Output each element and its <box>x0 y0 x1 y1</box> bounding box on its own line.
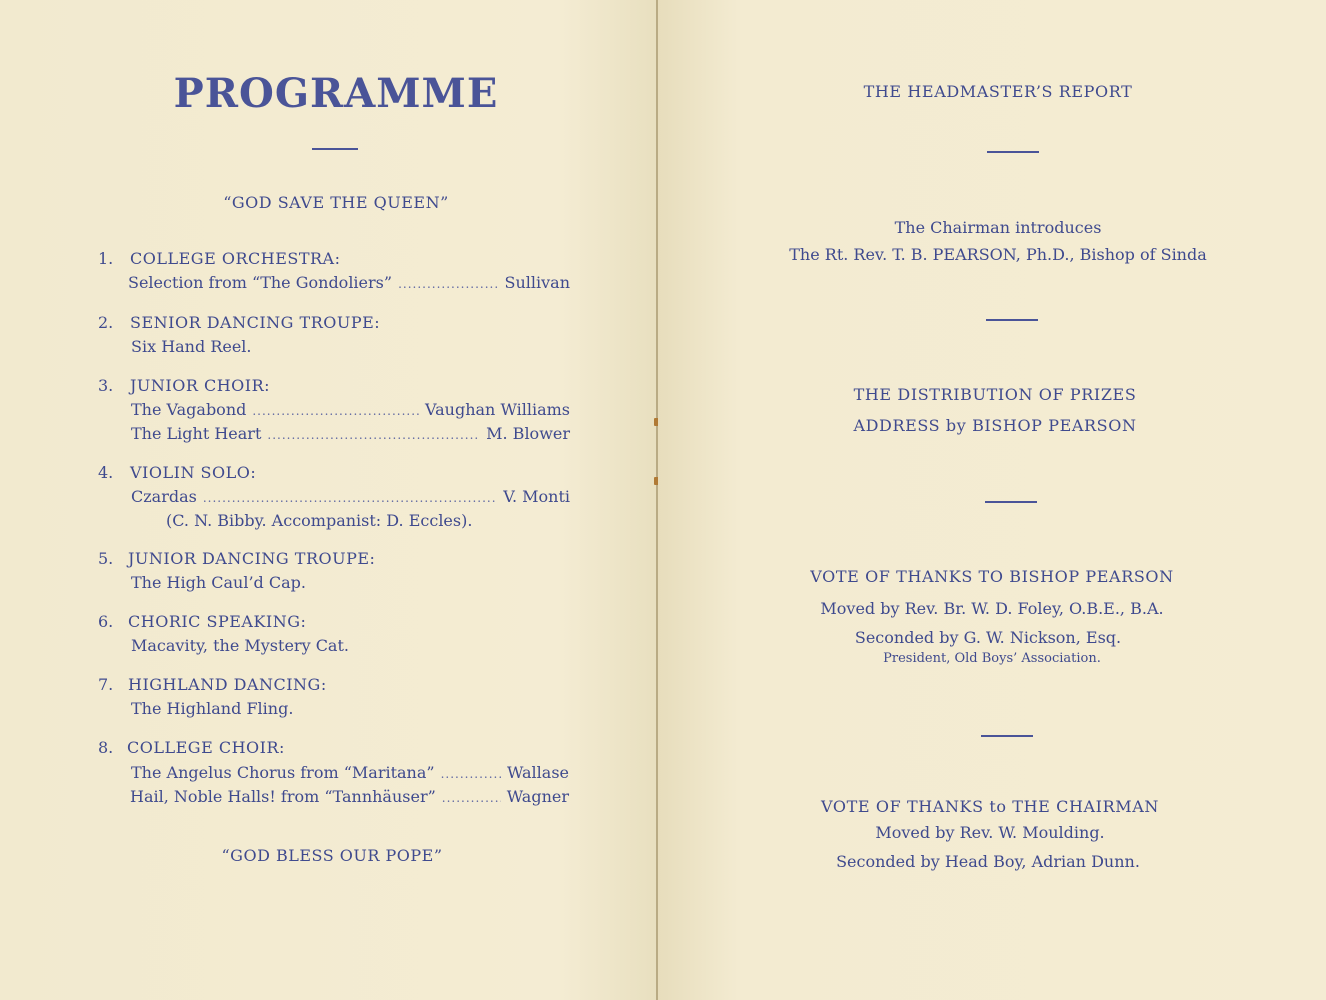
vote-of-thanks-bishop: VOTE OF THANKS TO BISHOP PEARSON <box>810 567 1174 586</box>
item-number: 7. <box>98 675 114 694</box>
composer: Sullivan <box>504 273 570 292</box>
opening-anthem: “GOD SAVE THE QUEEN” <box>223 193 449 212</box>
piece-title: The Vagabond <box>131 400 247 419</box>
composer: V. Monti <box>503 487 570 506</box>
item-heading: JUNIOR CHOIR: <box>130 376 271 395</box>
distribution-of-prizes: THE DISTRIBUTION OF PRIZES <box>853 385 1137 404</box>
composer: Wagner <box>506 787 569 806</box>
leader-dots <box>203 491 497 505</box>
vote2-moved: Moved by Rev. W. Moulding. <box>875 823 1105 842</box>
item-heading: COLLEGE ORCHESTRA: <box>130 249 341 268</box>
piece-title: Selection from “The Gondoliers” <box>128 273 393 292</box>
item-entry <box>128 273 570 292</box>
item-detail: Six Hand Reel. <box>131 337 252 356</box>
vote1-seconded: Seconded by G. W. Nickson, Esq. <box>854 628 1122 647</box>
left-page <box>0 0 658 1000</box>
programme-title: PROGRAMME <box>173 70 499 117</box>
item-number: 2. <box>98 313 114 332</box>
divider <box>312 148 358 150</box>
leader-dots <box>267 428 480 442</box>
item-entry <box>130 787 569 806</box>
item-detail: Macavity, the Mystery Cat. <box>131 636 349 655</box>
composer: Wallase <box>506 763 569 782</box>
vote1-president: President, Old Boys’ Association. <box>883 651 1101 666</box>
right-page <box>658 0 1326 1000</box>
leader-dots <box>398 277 498 291</box>
item-heading: COLLEGE CHOIR: <box>127 738 285 757</box>
item-heading: CHORIC SPEAKING: <box>128 612 307 631</box>
vote1-moved: Moved by Rev. Br. W. D. Foley, O.B.E., B.A. <box>820 599 1164 618</box>
item-number: 8. <box>98 738 114 757</box>
piece-title: Hail, Noble Halls! from “Tannhäuser” <box>130 787 436 806</box>
item-number: 3. <box>98 376 114 395</box>
performer-note: (C. N. Bibby. Accompanist: D. Eccles). <box>166 511 473 530</box>
closing-anthem: “GOD BLESS OUR POPE” <box>221 846 443 865</box>
item-heading: VIOLIN SOLO: <box>130 463 257 482</box>
chairman-introduces: The Chairman introduces <box>894 218 1102 237</box>
composer: Vaughan Williams <box>425 400 570 419</box>
item-heading: SENIOR DANCING TROUPE: <box>130 313 381 332</box>
divider <box>987 151 1039 153</box>
item-heading: JUNIOR DANCING TROUPE: <box>128 549 376 568</box>
item-detail: The High Caul’d Cap. <box>131 573 306 592</box>
item-entry <box>131 487 570 506</box>
item-entry <box>131 763 569 782</box>
item-number: 4. <box>98 463 114 482</box>
composer: M. Blower <box>486 424 570 443</box>
item-number: 5. <box>98 549 114 568</box>
leader-dots <box>252 404 419 418</box>
divider <box>985 501 1037 503</box>
piece-title: The Angelus Chorus from “Maritana” <box>131 763 435 782</box>
item-entry <box>131 400 570 419</box>
divider <box>981 735 1033 737</box>
item-number: 6. <box>98 612 114 631</box>
item-number: 1. <box>98 249 114 268</box>
address-bishop: ADDRESS by BISHOP PEARSON <box>853 416 1137 435</box>
piece-title: Czardas <box>131 487 197 506</box>
vote-of-thanks-chairman: VOTE OF THANKS to THE CHAIRMAN <box>821 797 1159 816</box>
leader-dots <box>441 767 501 781</box>
item-entry <box>131 424 570 443</box>
vote2-seconded: Seconded by Head Boy, Adrian Dunn. <box>836 852 1140 871</box>
divider <box>986 319 1038 321</box>
leader-dots <box>442 791 501 805</box>
item-heading: HIGHLAND DANCING: <box>128 675 327 694</box>
bishop-name: The Rt. Rev. T. B. PEARSON, Ph.D., Bishop of Sinda <box>789 245 1207 264</box>
item-detail: The Highland Fling. <box>131 699 294 718</box>
headmasters-report: THE HEADMASTER’S REPORT <box>863 82 1133 101</box>
piece-title: The Light Heart <box>131 424 262 443</box>
